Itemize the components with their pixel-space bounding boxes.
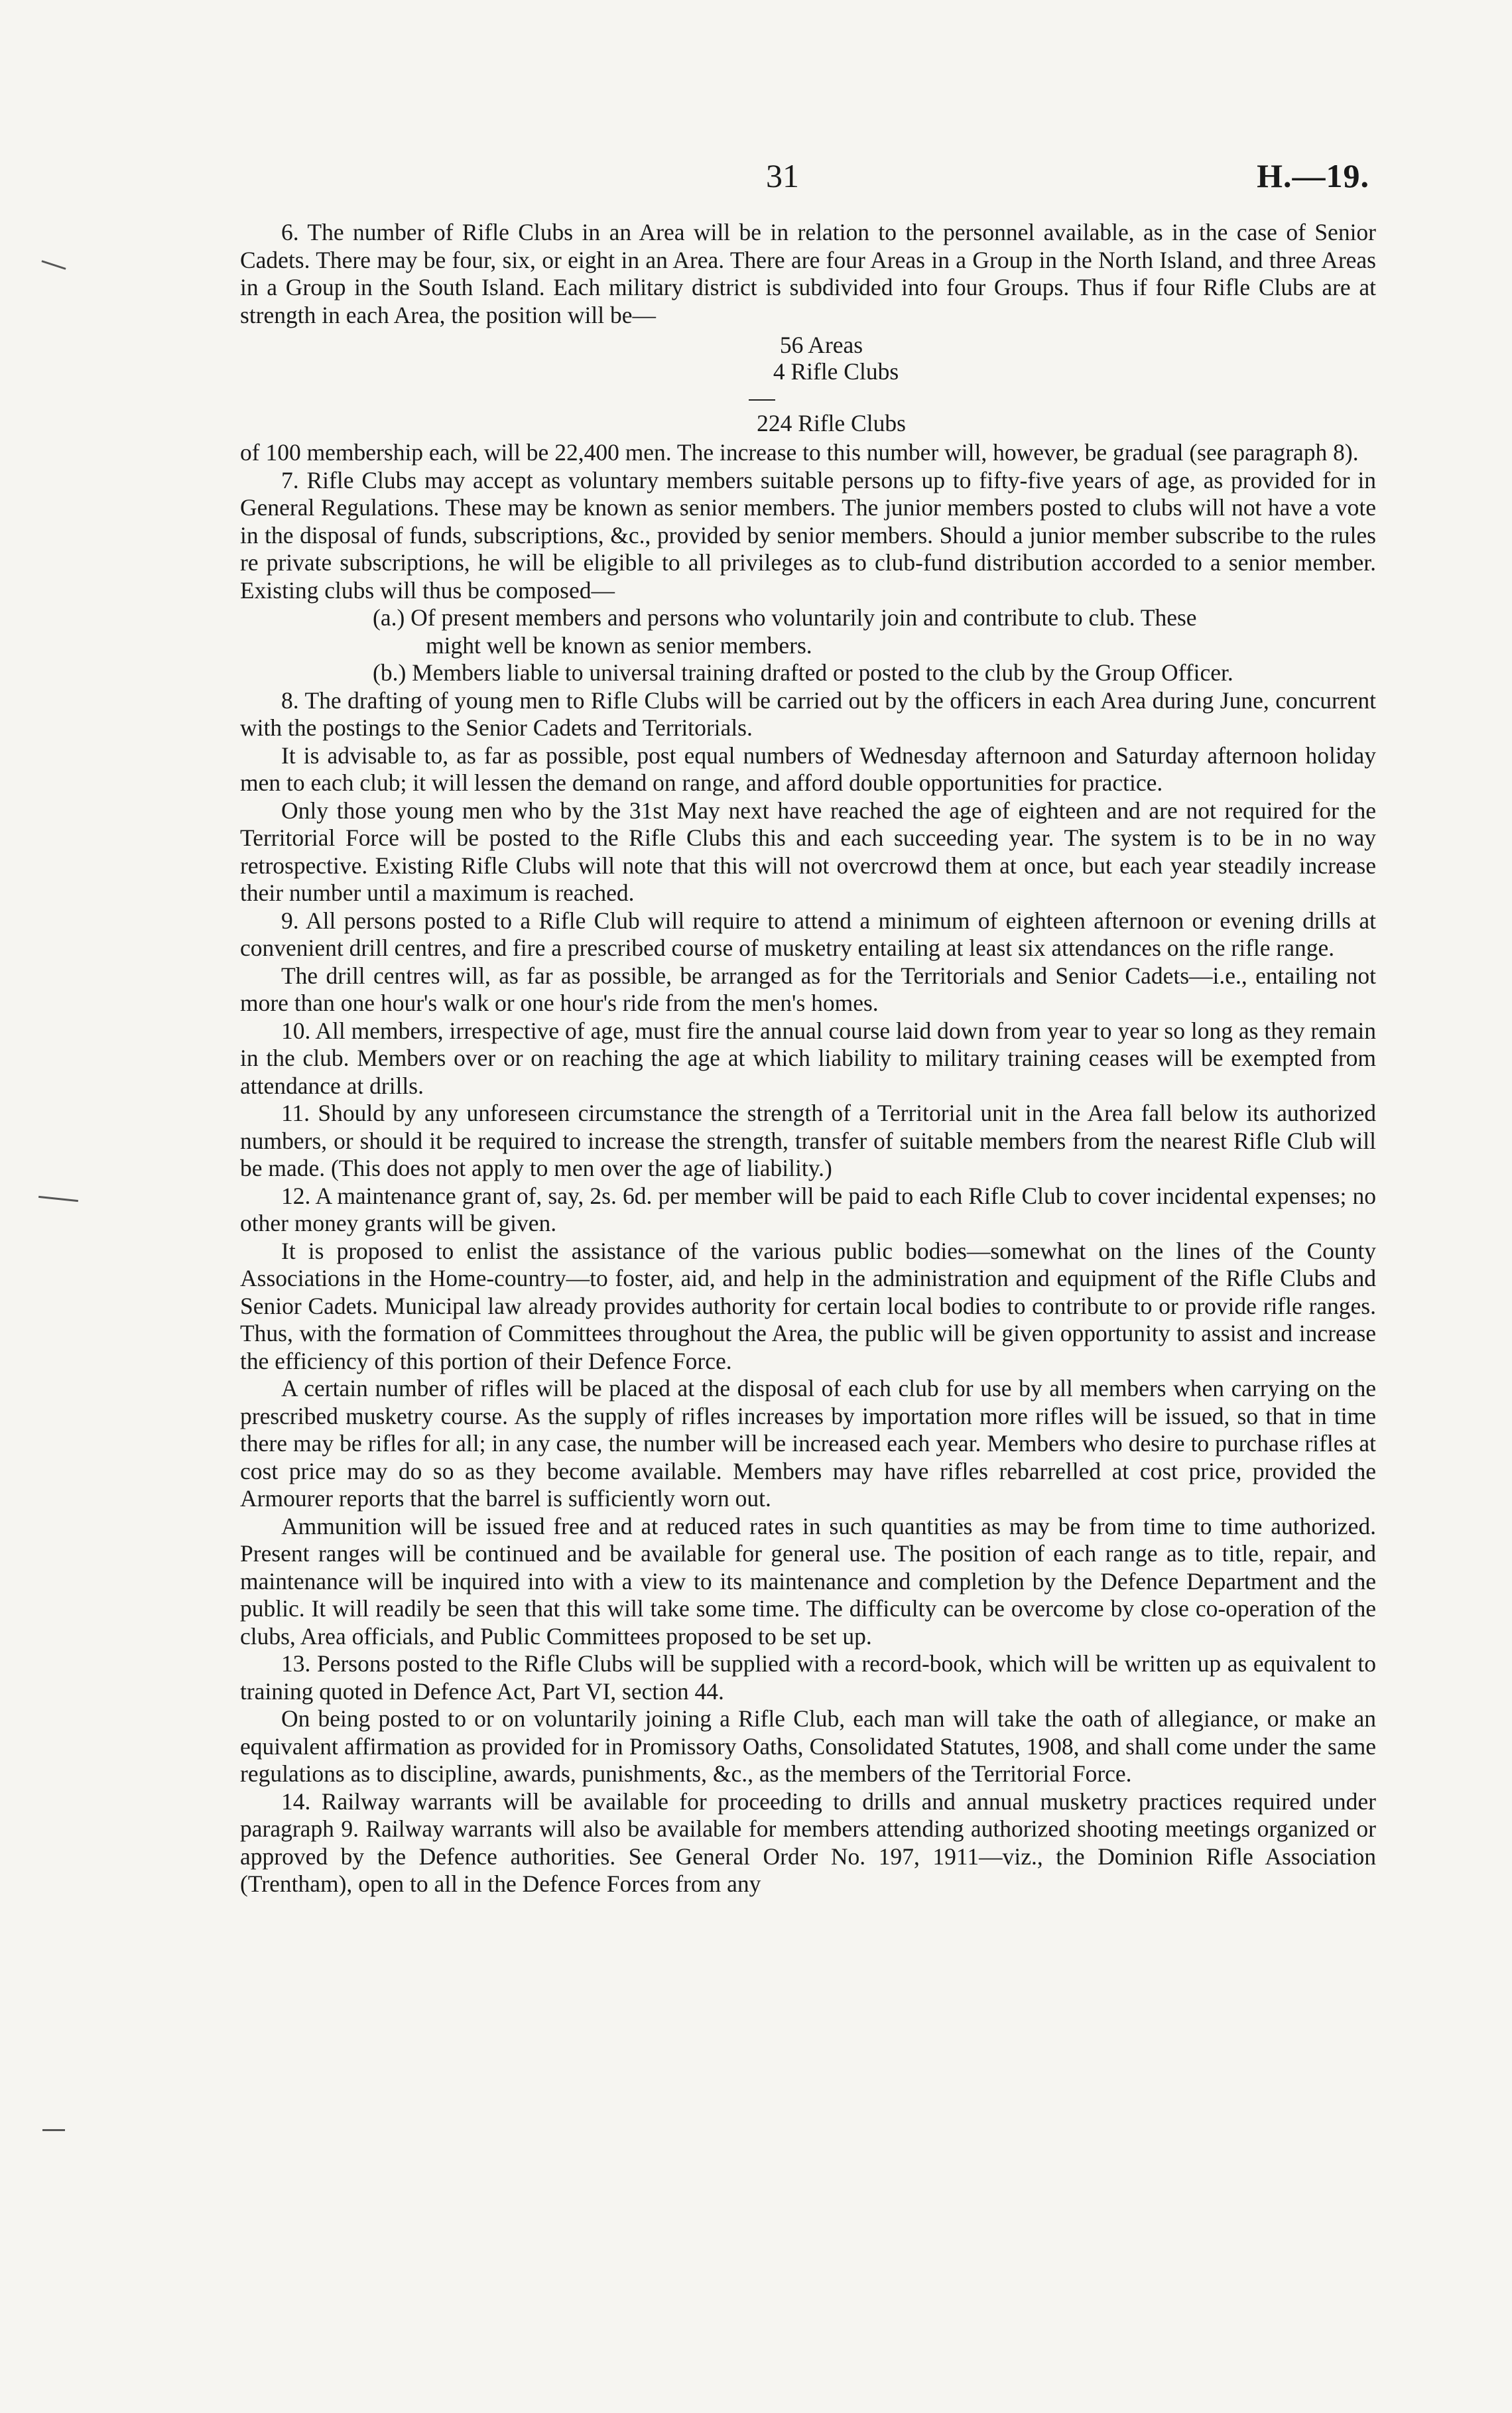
document-reference: H.—19. [1257, 157, 1369, 194]
page-number: 31 [766, 157, 799, 194]
page-header [0, 157, 1512, 203]
list-item-label: (a.) [373, 604, 405, 631]
paragraph-6: 6. The number of Rifle Clubs in an Area will be in relation to the personnel available, as in the case of Senior Cadets. There may be four, six, or eight in an Area. There are four Areas in a Group in the North Island, and three Areas in a Group in the South Island. Each military district is subdivided into four Groups. Thus if four Rifle Clubs are at strength in each Area, the position will be— [240, 219, 1376, 328]
paragraph-8-posting: Only those young men who by the 31st May next have reached the age of eighteen and are not required for the Territorial Force will be posted to the Rifle Clubs this and each succeeding year. The system is to be in no way retrospective. Existing Rifle Clubs will note that this will not overcrowd them at once, but each year steadily increase their number until a maximum is reached. [240, 797, 1376, 906]
paragraph-12: 12. A maintenance grant of, say, 2s. 6d. per member will be paid to each Rifle Club to cover incidental expenses; no other money grants will be given. [240, 1182, 1376, 1236]
paragraph-10: 10. All members, irrespective of age, must fire the annual course laid down from year to year so long as they remain in the club. Members over or on reaching the age at which liability to military training ceases will be exempted from attendance at drills. [240, 1017, 1376, 1099]
paragraph-8-holiday: It is advisable to, as far as possible, post equal numbers of Wednesday afternoon and Saturday afternoon holiday men to each club; it will lessen the demand on range, and afford double opportunities for practice. [240, 742, 1376, 796]
list-item-text: Members liable to universal training drafted or posted to the club by the Group Officer. [412, 659, 1233, 686]
paragraph-13-oath: On being posted to or on voluntarily joining a Rifle Club, each man will take the oath of allegiance, or make an equivalent affirmation as provided for in Promissory Oaths, Consolidated Statutes, 1908, and shall come under the same regulations as to discipline, awards, punishments, &c., as the members of the Territorial Force. [240, 1705, 1376, 1787]
paragraph-8: 8. The drafting of young men to Rifle Clubs will be carried out by the officers in each Area during June, concurrent with the postings to the Senior Cadets and Territorials. [240, 686, 1376, 741]
margin-mark [42, 2129, 65, 2131]
paragraph-12-rifles: A certain number of rifles will be placed at the disposal of each club for use by all members when carrying on the prescribed musketry course. As the supply of rifles increases by importation more rifles will be issued, so that in time there may be rifles for all; in any case, the number will be increased each year. Members who desire to purchase rifles at cost price may do so as they become available. Members may have rifles rebarrelled at cost price, provided the Armourer reports that the barrel is sufficiently worn out. [240, 1375, 1376, 1512]
paragraph-9-drill-centres: The drill centres will, as far as possible, be arranged as for the Territorials and Senior Cadets—i.e., entailing not more than one hour's walk or one hour's ride from the men's homes. [240, 962, 1376, 1016]
calc-areas: 56 Areas [779, 332, 863, 358]
calc-rule [749, 399, 775, 401]
list-item-text: Of present members and persons who voluntarily join and contribute to club. These [410, 604, 1197, 631]
composition-list [240, 604, 1376, 687]
margin-mark [38, 1196, 78, 1202]
rifle-club-calculation [240, 332, 1376, 436]
paragraph-9: 9. All persons posted to a Rifle Club will require to attend a minimum of eighteen afternoon or evening drills at convenient drill centres, and fire a prescribed course of musketry entailing at least six attendances on the rifle range. [240, 907, 1376, 961]
paragraph-14: 14. Railway warrants will be available for proceeding to drills and annual musketry practices required under paragraph 9. Railway warrants will also be available for members attending authorized shooting meetings organized or approved by the Defence authorities. See General Order No. 197, 1911—viz., the Dominion Rifle Association (Trentham), open to all in the Defence Forces from any [240, 1788, 1376, 1897]
paragraph-12-public-bodies: It is proposed to enlist the assistance of the various public bodies—somewhat on the lines of the County Associations in the Home-country—to foster, aid, and help in the administration and equipment of the Rifle Clubs and Senior Cadets. Municipal law already provides authority for certain local bodies to contribute to or provide rifle ranges. Thus, with the formation of Committees throughout the Area, the public will be given opportunity to assist and increase the efficiency of this portion of their Defence Force. [240, 1237, 1376, 1374]
list-item-label: (b.) [373, 659, 407, 686]
list-item [240, 659, 1376, 687]
paragraph-11: 11. Should by any unforeseen circumstance the strength of a Territorial unit in the Area fall below its authorized numbers, or should it be required to increase the strength, transfer of suitable members from the nearest Rifle Club will be made. (This does not apply to men over the age of liability.) [240, 1100, 1376, 1181]
paragraph-13: 13. Persons posted to the Rifle Clubs will be supplied with a record-book, which will be written up as equivalent to training quoted in Defence Act, Part VI, section 44. [240, 1650, 1376, 1705]
paragraph-12-ammunition: Ammunition will be issued free and at reduced rates in such quantities as may be from time to time authorized. Present ranges will be continued and be available for general use. The position of each range as to title, repair, and maintenance will be inquired into with a view to its maintenance and completion by the Defence Department and the public. It will readily be seen that this will take some time. The difficulty can be overcome by close co-operation of the clubs, Area officials, and Public Committees proposed to be set up. [240, 1512, 1376, 1650]
calc-total: 224 Rifle Clubs [757, 410, 906, 436]
list-item-continuation: might well be known as senior members. [426, 631, 812, 659]
document-body [240, 219, 1376, 1898]
list-item [240, 604, 1376, 659]
margin-mark [41, 260, 66, 270]
calc-clubs-per-area: 4 Rifle Clubs [773, 358, 899, 385]
paragraph-7: 7. Rifle Clubs may accept as voluntary members suitable persons up to fifty-five years of age, as provided for in General Regulations. These may be known as senior members. The junior members posted to clubs will not have a vote in the disposal of funds, subscriptions, &c., provided by senior members. Should a junior member subscribe to the rules re private subscriptions, he will be eligible to all privileges as to club-fund distribution accorded to a senior member. Existing clubs will thus be composed— [240, 466, 1376, 604]
paragraph-6-continued: of 100 membership each, will be 22,400 men. The increase to this number will, however, be gradual (see paragraph 8). [240, 439, 1359, 466]
